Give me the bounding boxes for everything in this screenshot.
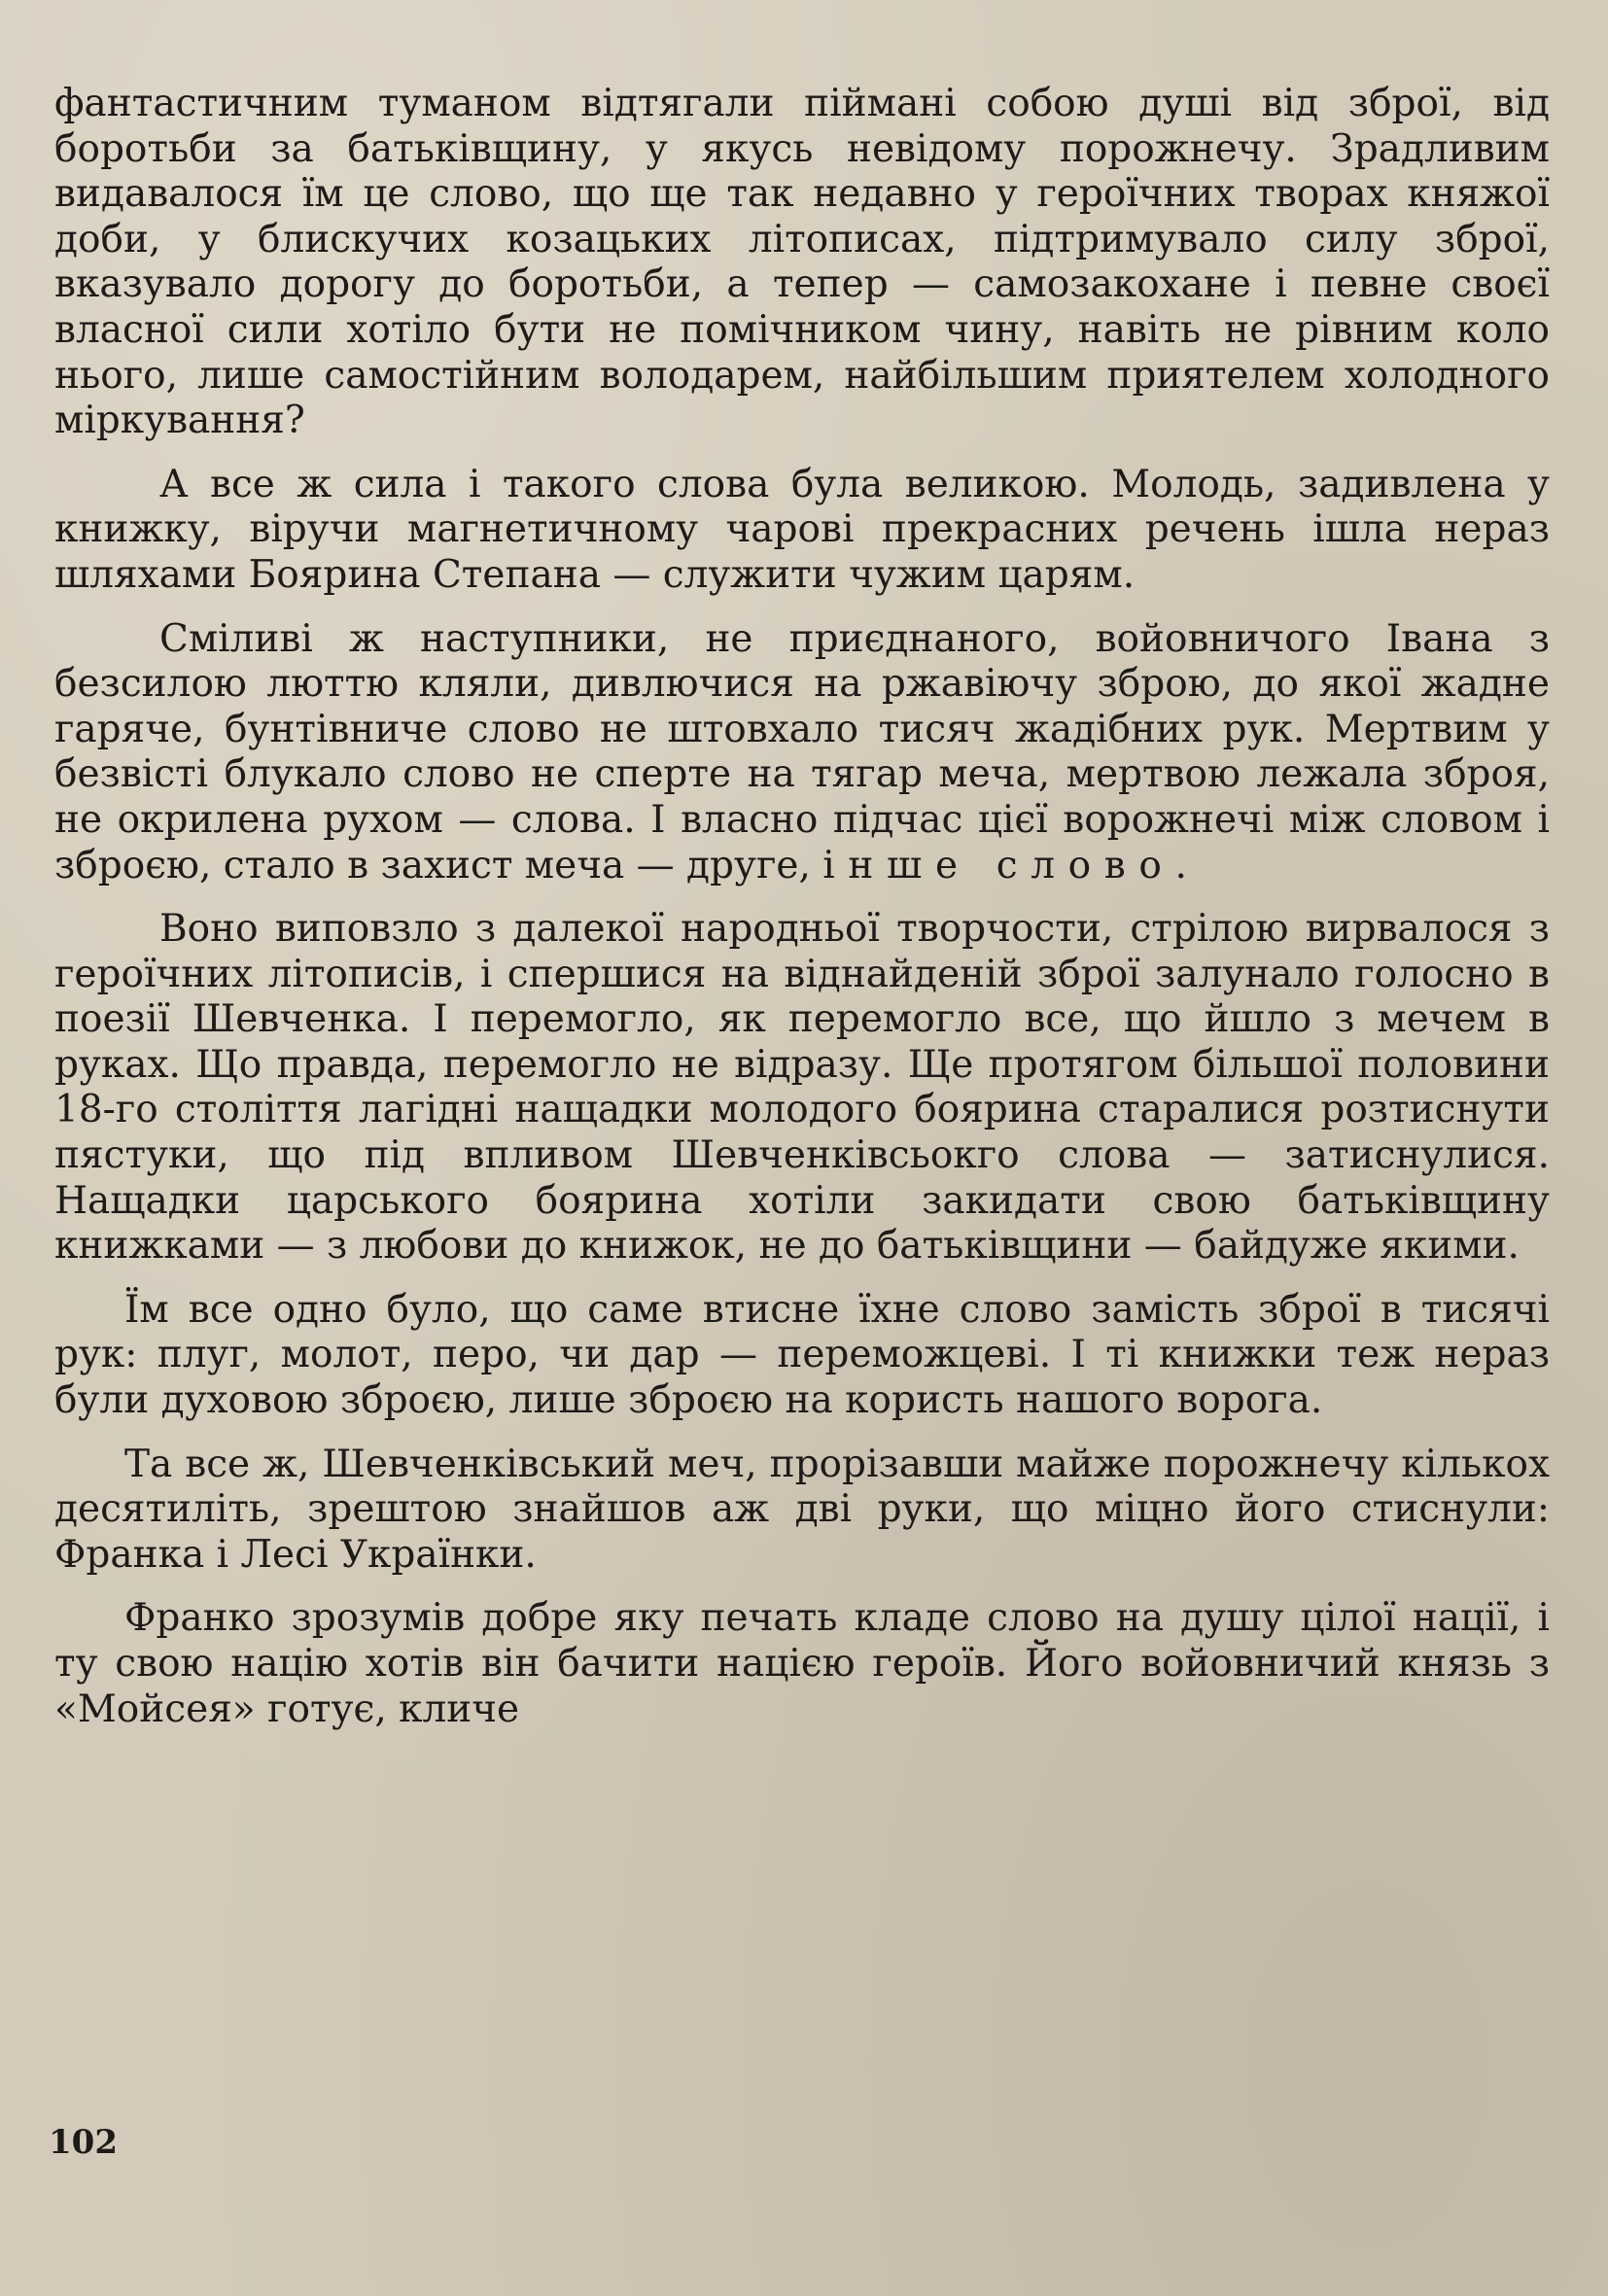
paragraph-3-spaced-text: інше слово. [822,843,1201,887]
paragraph-1: фантастичним туманом відтягали піймані собою душі від зброї, від боротьби за батьківщину, у якусь невідому порожнечу. Зрадливим видавалося їм це слово, що ще так недавно у героїчних творах княжої доби, у блискучих козацьких літописах, підтримувало силу зброї, вказувало дорогу до боротьби, а тепер — самозакохане і певне своєї власної сили хотіло бути не помічником чину, навіть не рівним коло нього, лише самостійним володарем, найбільшим приятелем холодного міркування? [54,82,1550,443]
paragraph-3-text: Сміливі ж наступники, не приєднаного, войовничого Івана з безсилою люттю кляли, дивлючися на ржавіючу зброю, до якої жадне гаряче, бунтівниче слово не штовхало тисяч жадібних рук. Мертвим у безвісті блукало слово не сперте на тягар меча, мертвою лежала зброя, не окрилена рухом — слова. І власно підчас цієї ворожнечі між словом і зброєю, стало в захист меча — друге, [54,616,1550,887]
paragraph-2: А все ж сила і такого слова була великою. Молодь, задивлена у книжку, віручи магнетичному чарові прекрасних речень ішла нераз шляхами Боярина Степана — служити чужим царям. [54,462,1550,597]
paragraph-7: Франко зрозумів добре яку печать кладе слово на душу цілої нації, і ту свою націю хотів він бачити нацією героїв. Його войовничий князь з «Мойсея» готує, кличе [54,1596,1550,1731]
page-body [54,82,1550,1732]
paragraph-3 [54,617,1550,889]
paragraph-6: Та все ж, Шевченківський меч, прорізавши майже порожнечу кількох десятиліть, зрештою знайшов аж дві руки, що міцно його стиснули: Франка і Лесі Українки. [54,1442,1550,1577]
page-number: 102 [49,2123,118,2162]
paragraph-5: Їм все одно було, що саме втисне їхне слово замість зброї в тисячі рук: плуг, молот, перо, чи дар — переможцеві. І ті книжки теж нераз були духовою зброєю, лише зброєю на користь нашого ворога. [54,1287,1550,1423]
paragraph-4: Воно виповзло з далекої народньої творчости, стрілою вирвалося з героїчних літописів, і спершися на віднайденій зброї залунало голосно в поезії Шевченка. І перемогло, як перемогло все, що йшло з мечем в руках. Що правда, перемогло не відразу. Ще протягом більшої половини 18-го століття лагідні нащадки молодого боярина старалися розтиснути пястуки, що під впливом Шевченківсьокго слова — затиснулися. Нащадки царського боярина хотіли закидати свою батьківщину книжками — з любови до книжок, не до батьківщини — байдуже якими. [54,907,1550,1269]
